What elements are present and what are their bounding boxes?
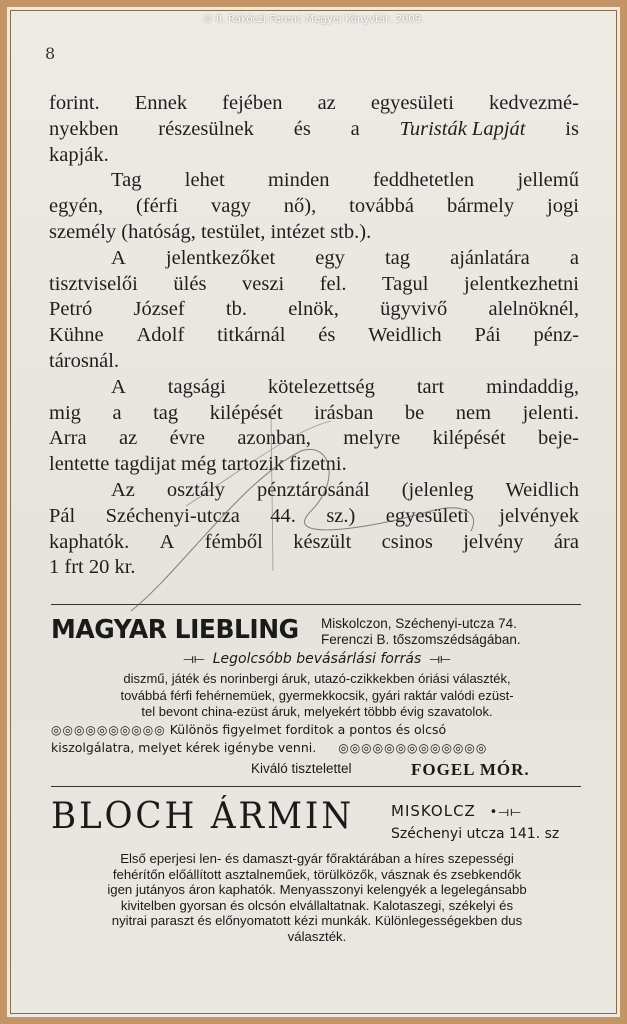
article-line: A jelentkezőket egy tag ajánlatára a: [111, 246, 579, 269]
italic-title: Turisták Lapját: [399, 117, 526, 140]
pencil-scribble-mark: [11, 11, 624, 1021]
ad1-tagline-text: Legolcsóbb bevásárlási forrás: [212, 651, 422, 667]
copyright-notice: © II. Rákóczi Ferenc Megyei Könyvtár, 2009.: [202, 14, 425, 25]
ad2-body-line: Első eperjesi len- és damaszt-gyár főraktárában a híres szepességi: [120, 851, 514, 866]
ad1-body-line: diszmű, játék és norinbergi áruk, utazó-czikkekben óriási választék,: [123, 671, 511, 686]
ad1-address-note: Ferenczi B. tőszomszédságában.: [321, 632, 521, 647]
arrow-left-icon: ⟞⟝: [183, 652, 205, 667]
page-number: 8: [45, 44, 56, 63]
article-line: egyén, (férfi vagy nő), továbbá bármely jogi: [49, 195, 579, 218]
ad2-body-line: nyitrai paraszt és előnyomatott kézi munkák. Különlegességekben dus: [111, 913, 523, 928]
ad2-street: Széchenyi utcza 141. sz: [391, 826, 560, 842]
ad1-body-line: továbbá férfi fehérnemüek, gyermekkocsik, gyári raktár valódi ezüst-: [120, 687, 514, 703]
page-sheet: [10, 10, 617, 1014]
ornament-dots-icon: ◎◎◎◎◎◎◎◎◎◎: [51, 723, 166, 737]
article-line: Tag lehet minden feddhetetlen jellemű: [111, 169, 579, 192]
ad1-closing: Kiváló tisztelettel: [251, 761, 352, 776]
article-line: 1 frt 20 kr.: [49, 556, 136, 579]
ad2-body-line: fehérítőn előállított asztalneműek, törülközők, vásznak és zsebkendők: [112, 866, 522, 882]
ad1-notice-text: kiszolgálatra, melyet kérek igénybe venni.: [51, 740, 317, 755]
article-line: mig a tag kilépését irásban be nem jelenti.: [49, 401, 579, 424]
ad1-body-line: tel bevont china-ezüst áruk, melyekért többb évig szavatolok.: [141, 704, 493, 719]
article-line: lentette tagdijat még tartozik fizetni.: [49, 453, 347, 476]
ad2-body-line: választék.: [287, 928, 347, 944]
article-line: Arra az évre azonban, melyre kilépését beje-: [49, 427, 579, 450]
article-line: tárosnál.: [49, 349, 120, 372]
ad1-signature: FOGEL MÓR.: [411, 760, 530, 779]
ornament-dots-icon: ◎◎◎◎◎◎◎◎◎◎◎◎◎: [338, 741, 488, 755]
article-line: Kühne Adolf titkárnál és Weidlich Pái pénz-: [49, 324, 579, 347]
ad2-body-line: igen jutányos áron kaphatók. Menyasszonyi kelengyék a legelegánsabb: [107, 882, 527, 897]
ad1-notice-text: Különös figyelmet forditok a pontos és olcsó: [169, 722, 447, 737]
article-line: Petró József tb. elnök, ügyvivő alelnöknél,: [49, 298, 579, 321]
ad1-address: Miskolczon, Széchenyi-utcza 74.: [321, 616, 517, 631]
article-line: kaphatók. A fémből készült csinos jelvény ára: [49, 530, 579, 553]
article-line: személy (hatóság, testület, intézet stb.).: [49, 220, 372, 243]
ad2-body-line: kivitelben gyorsan és olcsón elvállaltatnak. Kalotaszegi, székelyi és: [120, 897, 514, 913]
ad2-city-text: MISKOLCZ: [391, 802, 476, 820]
article-line: nyekben részesülnek és a Turisták Lapját is: [49, 117, 579, 143]
ad1-shop-name: MAGYAR LIEBLING: [51, 615, 299, 645]
arrow-ornament-icon: •⟞⟝: [489, 805, 522, 820]
article-line: Az osztály pénztárosánál (jelenleg Weidlich: [111, 478, 579, 501]
article-line: tisztviselői ülés veszi fel. Tagul jelentkezhetni: [49, 272, 579, 295]
article-line: forint. Ennek fejében az egyesületi kedvezmé-: [49, 92, 579, 114]
ad2-shop-name: BLOCH ÁRMIN: [51, 796, 355, 837]
arrow-right-icon: ⟞⟝: [429, 652, 451, 667]
article-line: Pál Széchenyi-utcza 44. sz.) egyesületi jelvények: [49, 504, 579, 527]
article-line: kapják.: [49, 143, 109, 166]
article-line: A tagsági kötelezettség tart mindaddig,: [111, 375, 579, 398]
